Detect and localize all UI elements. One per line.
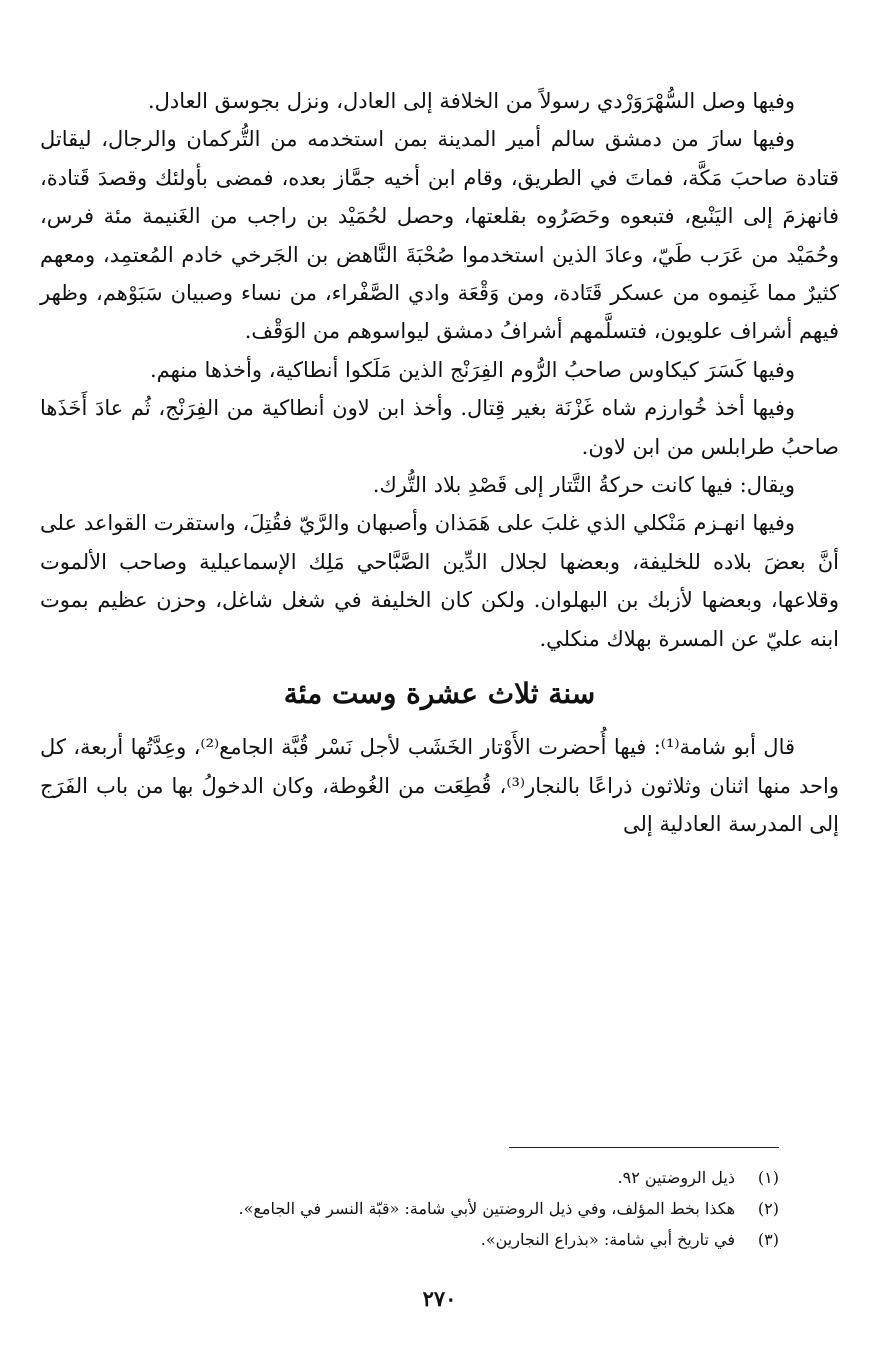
footnote-number: (١) [757, 1168, 779, 1187]
paragraph-6: وفيها انهـزم مَنْكلي الذي غلبَ على هَمَذان وأصبهان والرَّيّ فقُتِلَ، واستقرت القواعد على أنَّ بعضَ بلاده للخليفة، وبعضها لجلال الدِّين الصَّبَّاحي مَلِك الإسماعيلية وصاحب الألموت وقلاعها، وبعضها لأزبك بن البهلوان. ولكن كان الخليفة في شغل شاغل، وحزن عظيم بموت ابنه عليّ عن المسرة بهلاك منكلي. [40, 511, 839, 651]
footnote-text: هكذا بخط المؤلف، وفي ذيل الروضتين لأبي شامة: «قبّة النسر في الجامع». [238, 1199, 735, 1218]
paragraph-7: قال أبو شامة⁽¹⁾: فيها أُحضرت الأَوْتار الخَشَب لأجل نَسْر قُبَّة الجامع⁽²⁾، وعِدَّتُها أربعة، كل واحد منها اثنان وثلاثون ذراعًا بالنجار⁽³⁾، قُطِعَت من الغُوطة، وكان الدخولُ بها من باب الفَرَج إلى المدرسة العادلية إلى [40, 735, 840, 836]
footnote-divider [509, 1147, 779, 1148]
page-number: ٢٧٠ [422, 1286, 457, 1311]
footnote-text: ذيل الروضتين ٩٢. [617, 1168, 735, 1187]
section-heading: سنة ثلاث عشرة وست مئة [283, 677, 596, 711]
paragraph-3: وفيها كَسَرَ كيكاوس صاحبُ الرُّوم الفِرَنْج الذين مَلَكوا أنطاكية، وأخذها منهم. [149, 357, 795, 382]
paragraph-5: ويقال: فيها كانت حركةُ التَّتار إلى قَصْدِ بلاد التُّرك. [372, 473, 795, 498]
footnote-text: في تاريخ أبي شامة: «بذراع النجارين». [480, 1230, 735, 1249]
footnote-1 [40, 1162, 779, 1193]
paragraph-4: وفيها أخذ خُوارزم شاه غَزْنَة بغير قِتال. وأخذ ابن لاون أنطاكية من الفِرَنْج، ثُم عادَ أَخَذَها صاحبُ طرابلس من ابن لاون. [40, 396, 839, 459]
paragraph-2: وفيها سارَ من دمشق سالم أمير المدينة بمن استخدمه من التُّركمان والرجال، ليقاتل قتادة صاحبَ مَكَّة، فماتَ في الطريق، وقام ابن أخيه جمَّاز بعده، فمضى بأولئك وقصدَ قَتادة، فانهزمَ إلى اليَنْبع، فتبعوه وحَصَرُوه بقلعتها، وحصل لحُمَيْد بن راجب من الغَنيمة مئة فرس، وحُمَيْد من عَرَب طَيّ، وعادَ الذين استخدموا صُحْبَةَ النَّاهض بن الجَرخي خادم المُعتمِد، ومعهم كثيرٌ مما غَنِموه من عسكر قَتَادة، ومن وَقْعَة وادي الصَّفْراء، من نساء وصبيان سَبَوْهم، وظهر فيهم أشراف علويون، فتسلَّمهم أشرافُ دمشق ليواسوهم من الوَقْف. [40, 127, 839, 344]
footnotes [40, 1162, 779, 1255]
main-text [40, 82, 839, 843]
footnote-number: (٣) [757, 1230, 779, 1249]
footnote-number: (٢) [757, 1199, 779, 1218]
footnote-2 [40, 1193, 779, 1224]
paragraph-1: وفيها وصل السُّهْرَوَرْدي رسولاً من الخلافة إلى العادل، ونزل بجوسق العادل. [147, 89, 795, 113]
footnote-3 [40, 1224, 779, 1255]
